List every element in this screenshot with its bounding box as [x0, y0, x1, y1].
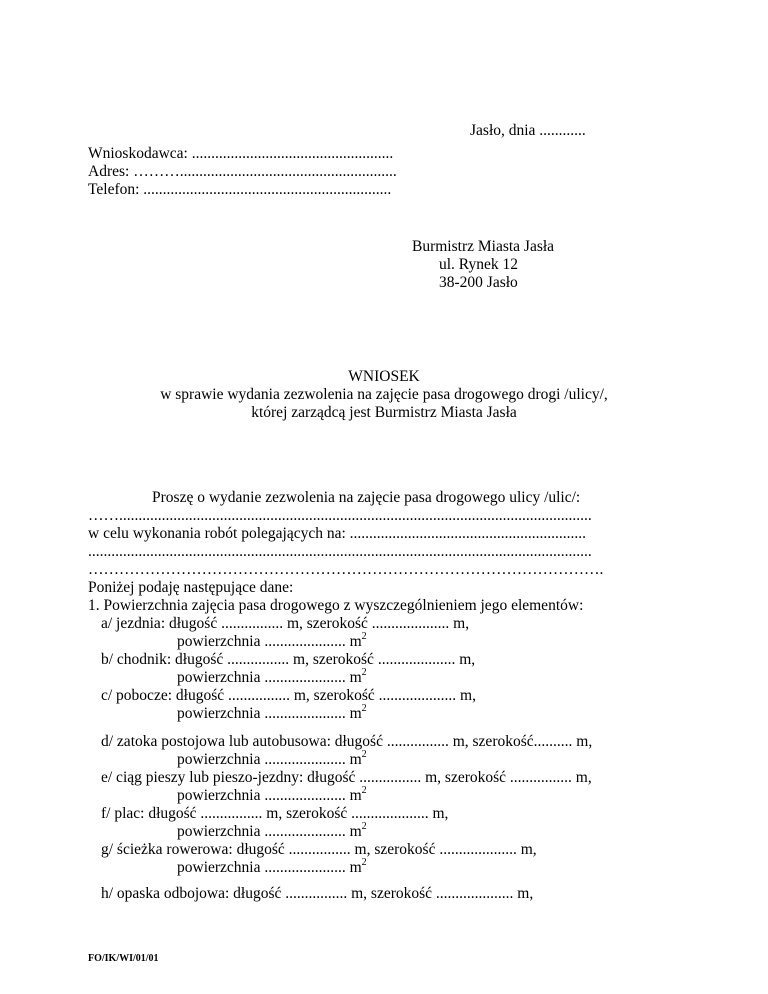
purpose-text: w celu wykonania robót polegających na: .............................................................: [88, 525, 587, 542]
element-e-area: [177, 787, 367, 807]
data-intro: Poniżej podaję następujące dane:: [88, 579, 294, 596]
area-label: powierzchnia ..................... m: [177, 751, 362, 768]
place-date: Jasło, dnia ............: [470, 122, 586, 139]
area-exponent: 2: [361, 785, 367, 796]
element-a-roadway: a/ jezdnia: długość ................ m, szerokość .................... m,: [101, 615, 470, 632]
applicant-address-field: Adres: ………........................................................: [88, 163, 397, 180]
element-f-square: f/ plac: długość ................ m, szerokość .................... m,: [101, 805, 449, 822]
item-1-heading: 1. Powierzchnia zajęcia pasa drogowego z wyszczególnieniem jego elementów:: [88, 597, 584, 614]
area-exponent: 2: [361, 631, 367, 642]
area-exponent: 2: [361, 821, 367, 832]
request-text: Proszę o wydanie zezwolenia na zajęcie pasa drogowego ulicy /ulic/:: [152, 489, 581, 506]
document-subtitle-line1: w sprawie wydania zezwolenia na zajęcie pasa drogowego drogi /ulicy/,: [160, 386, 608, 403]
element-b-area: [177, 669, 367, 689]
dotted-line-2: ……………………………………………………………………………………….: [88, 561, 604, 578]
element-d-bay: d/ zatoka postojowa lub autobusowa: długość ................ m, szerokość.......... m,: [101, 733, 593, 750]
area-label: powierzchnia ..................... m: [177, 823, 362, 840]
street-dotted-line: ……..........................................................................................................................: [88, 507, 592, 524]
area-label: powierzchnia ..................... m: [177, 633, 362, 650]
element-e-pedestrian-path: e/ ciąg pieszy lub pieszo-jezdny: długość ................ m, szerokość ................ m,: [101, 769, 592, 786]
element-a-area: [177, 633, 367, 653]
document-subtitle-line2: której zarządcą jest Burmistrz Miasta Jasła: [251, 404, 517, 421]
recipient-name: Burmistrz Miasta Jasła: [412, 238, 555, 255]
element-c-area: [177, 705, 367, 725]
area-label: powierzchnia ..................... m: [177, 705, 362, 722]
area-label: powierzchnia ..................... m: [177, 787, 362, 804]
element-g-bike-path: g/ ścieżka rowerowa: długość ................ m, szerokość .................... m,: [101, 841, 537, 858]
recipient-street: ul. Rynek 12: [439, 256, 519, 273]
element-f-area: [177, 823, 367, 843]
form-code: FO/IK/WI/01/01: [88, 953, 159, 964]
area-exponent: 2: [361, 749, 367, 760]
area-exponent: 2: [361, 667, 367, 678]
document-title: WNIOSEK: [348, 368, 420, 385]
area-exponent: 2: [361, 703, 367, 714]
element-h-curb-band: h/ opaska odbojowa: długość ................ m, szerokość .................... m,: [101, 885, 534, 902]
applicant-phone-field: Telefon: ................................................................: [88, 181, 392, 198]
element-d-area: [177, 751, 367, 771]
applicant-name-field: Wnioskodawca: ....................................................: [88, 145, 394, 162]
recipient-city: 38-200 Jasło: [439, 274, 518, 291]
element-c-shoulder: c/ pobocze: długość ................ m, szerokość .................... m,: [101, 687, 476, 704]
dotted-line-1: ..................................................................................................................................: [88, 543, 592, 560]
area-exponent: 2: [361, 857, 367, 868]
element-b-sidewalk: b/ chodnik: długość ................ m, szerokość .................... m,: [101, 651, 476, 668]
area-label: powierzchnia ..................... m: [177, 859, 362, 876]
element-g-area: [177, 859, 367, 879]
area-label: powierzchnia ..................... m: [177, 669, 362, 686]
